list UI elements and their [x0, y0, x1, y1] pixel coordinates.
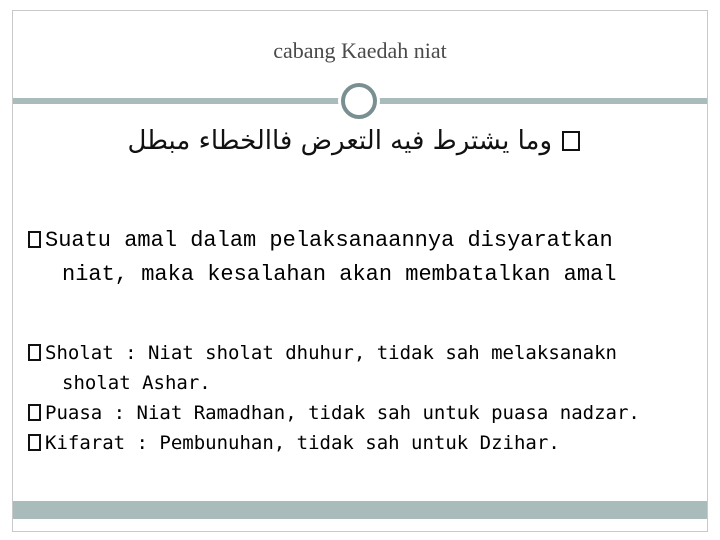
example-puasa: Puasa : Niat Ramadhan, tidak sah untuk puasa nadzar. — [45, 402, 640, 424]
bullet-box-icon — [28, 344, 41, 361]
slide-title: cabang Kaedah niat — [273, 38, 447, 63]
bullet-box-icon — [28, 404, 41, 421]
examples-list — [28, 338, 708, 458]
list-item — [28, 338, 708, 368]
example-kifarat: Kifarat : Pembunuhan, tidak sah untuk Dzihar. — [45, 432, 560, 454]
main-point-line-1: Suatu amal dalam pelaksanaannya disyaratkan — [45, 228, 613, 253]
bullet-box-icon — [28, 434, 41, 451]
list-item — [28, 428, 708, 458]
accent-band-bottom — [13, 501, 707, 519]
bullet-box-icon — [562, 131, 580, 151]
arabic-rule-text: وما يشترط فيه التعرض فاالخطاء مبطل — [127, 126, 552, 156]
main-point — [28, 224, 708, 292]
circle-ornament-icon — [341, 83, 377, 119]
example-sholat-line-1: Sholat : Niat sholat dhuhur, tidak sah melaksanakn — [45, 342, 617, 364]
main-point-line-2: niat, maka kesalahan akan membatalkan amal — [62, 262, 617, 287]
bullet-box-icon — [28, 231, 41, 248]
arabic-rule — [128, 126, 580, 156]
list-item — [28, 398, 708, 428]
example-sholat-line-2: sholat Ashar. — [62, 372, 211, 394]
